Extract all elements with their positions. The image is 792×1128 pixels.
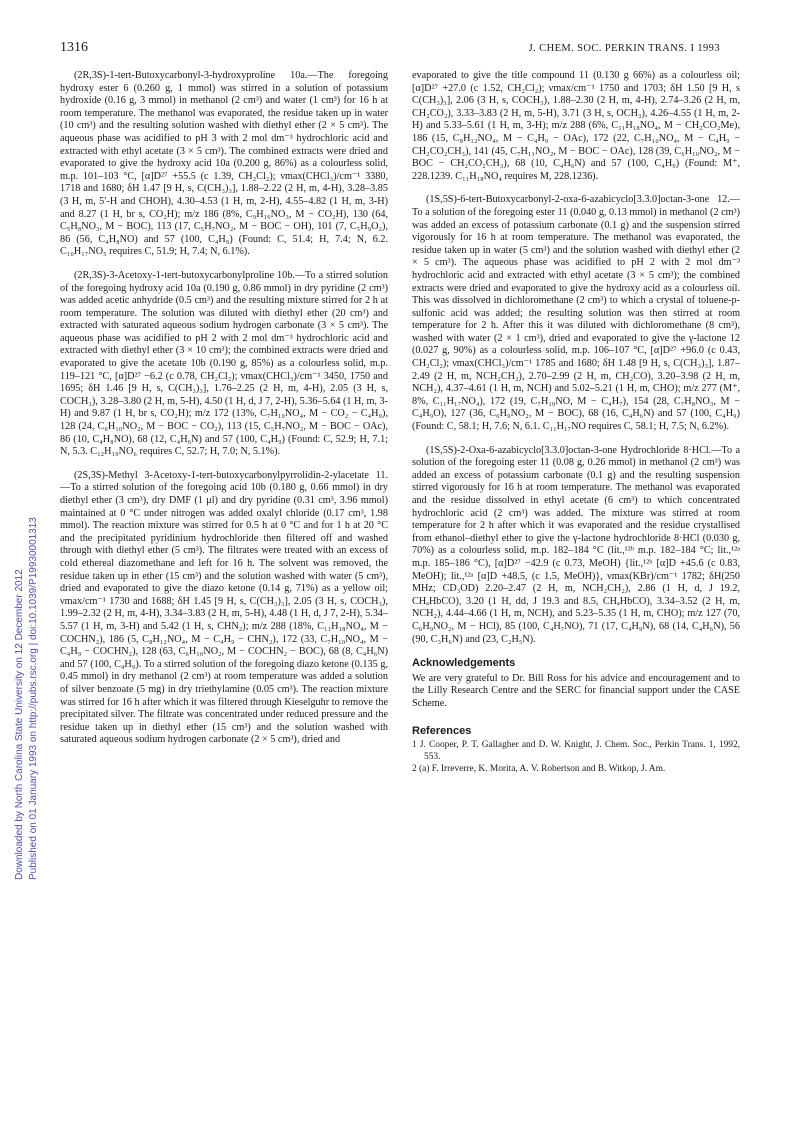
acknowledgements-text: We are very grateful to Dr. Bill Ross for his advice and encouragement and to the Lilly Research Centre and the SERC for financial support under the CASE Scheme. [412,672,740,709]
reference-item: 1 J. Cooper, P. T. Gallagher and D. W. Knight, J. Chem. Soc., Perkin Trans. 1, 1992, 553. [412,740,740,762]
download-notice [14,200,40,880]
left-column [60,70,388,758]
page-number: 1316 [60,40,88,55]
reference-list [412,740,740,776]
paragraph-methyl-acetate: (2S,3S)-Methyl 3-Acetoxy-1-tert-butoxycarbonylpyrrolidin-2-ylacetate 11.—To a stirred solution of the foregoing acid 10b (0.180 g, 0.66 mmol) in dry diethyl ether (3 cm³), dry DMF (1 μl) and dry pyridine (0.31 cm³, 3.96 mmol) maintained at 0 °C under nitrogen was added oxalyl chloride (0.17 cm³, 1.98 mmol). The reaction mixture was stirred for 0.5 h at 0 °C and for 1 h at 20 °C and the precipitated pyridinium hydrochloride then filtered off and washed through with diethyl ether (5 cm³). The filtrates were treated with an excess of cold ethereal diazomethane and left for 16 h. The solvent was removed, the residue taken up in ether (15 cm³) and the solution washed with water (5 cm³), dried and evaporated to give the diazo ketone (0.14 g, 71%) as a yellow oil; νmax/cm⁻¹ 1730 and 1688; δH 1.45 [9 H, s, C(CH₃)₃], 2.05 (3 H, s, COCH₃), 1.99–2.32 (2 H, m, 4-H), 3.34–3.83 (2 H, m, 5-H), 4.48 (1 H, d, J 7, 2-H), 5.34–5.57 (1 H, m, 3-H) and 5.42 (1 H, s, CHN₂); m/z 288 (18%, C₁₁H₁₈NO₄, M − COCHN₂), 186 (5, C₈H₁₂NO₄, M − C₄H₉ − CHN₂), 172 (33, C₇H₁₀NO₄, M − C₄H₉ − COCHN₂), 128 (63, C₆H₁₀NO₂, M − COCHN₂ − BOC), 68 (8, C₄H₆N) and 57 (100, C₄H₉). To a stirred solution of the foregoing diazo ketone (0.135 g, 0.45 mmol) in dry methanol (2 cm³) at room temperature was added a solution of silver benzoate (5 mg) in dry triethylamine (0.05 cm³). The reaction mixture was stirred for 16 h after which it was filtered through Kieselguhr to remove the precipitated silver. The filtrate was concentrated under reduced pressure and the residue taken up in diethyl ether (15 cm³) and the solution washed with saturated aqueous sodium hydrogen carbonate (2 × 5 cm³), dried and [60,469,388,746]
right-column [412,70,740,777]
reference-item: 2 (a) F. Irreverre, K. Morita, A. V. Robertson and B. Witkop, J. Am. [412,764,666,775]
paragraph-lactone: (1S,5S)-6-tert-Butoxycarbonyl-2-oxa-6-azabicyclo[3.3.0]octan-3-one 12.—To a solution of the foregoing ester 11 (0.040 g, 0.13 mmol) in methanol (2 cm³) was added an excess of potassium carbonate (0.1 g) and the suspension stirred vigorously for 16 h at room temperature. The methanol was evaporated, the residue taken up in water (5 cm³) and the solution washed with diethyl ether (2 × 5 cm³). The aqueous phase was acidified to pH 2 with 2 mol dm⁻³ hydrochloric acid and extracted with ethyl acetate (3 × 5 cm³); the combined extracts were dried and evaporated to give the hydroxy acid as a colourless oil. This was dissolved in dichloromethane (2 cm³) to which a crystal of toluene-p-sulfonic acid was added; the resulting solution was then stirred at room temperature for 2 h. After this it was diluted with dichloromethane (8 cm³), washed with water (2 × 1 cm³), dried and evaporated to give the γ-lactone 12 (0.027 g, 90%) as a colourless solid, m.p. 106–107 °C, [α]D²⁷ +96.0 (c 0.43, CH₂Cl₂); νmax(CHCl₃)/cm⁻¹ 1785 and 1680; δH 1.48 [9 H, s, C(CH₃)₃], 1.87–2.49 (2 H, m, NCH₂CH₂), 2.70–2.99 (2 H, m, CH₂CO), 3.20–3.98 (2 H, m, NCH₂), 4.37–4.61 (1 H, m, NCH) and 5.02–5.21 (1 H, m, CHO); m/z 277 (M⁺, 8%, C₁₁H₁₇NO₄), 172 (19, C₇H₁₀NO, M − C₄H₇), 154 (28, C₇H₈NO₃, M − C₄H₉O), 127 (36, C₆H₉NO₂, M − BOC), 68 (16, C₄H₆N) and 57 (100, C₄H₉) (Found: C, 58.1; H, 7.6; N, 6.1. C₁₁H₁₇NO requires C, 58.1; H, 7.5; N, 6.2%). [412,194,740,433]
references-heading: References [412,724,472,737]
paragraph-continuation: evaporated to give the title compound 11 (0.130 g 66%) as a colourless oil; [α]D²⁷ +27.0 (c 1.52, CH₂Cl₂); νmax/cm⁻¹ 1750 and 1703; δH 1.50 [9 H, s C(CH₃)₃], 2.06 (3 H, s, COCH₃), 1.88–2.30 (2 H, m, 4-H), 2.74–3.26 (2 H, m, CH₂CO₂), 3.33–3.83 (2 H, m, 5-H), 3.71 (3 H, s, OCH₃), 4.26–4.55 (1 H, m, 2-H) and 5.33–5.61 (1 H, m, 3-H); m/z 288 (6%, C₁₁H₁₈NO₄, M − CH₂CO₂Me), 186 (15, C₈H₁₂NO₄, M − C₄H₉ − OAc), 172 (22, C₇H₁₀NO₄, M − C₄H₉ − CH₂CO₂CH₃), 141 (45, C₇H₁₁NO₂, M − BOC − OAc), 128 (39, C₆H₁₀NO₂, M − BOC − CH₂CO₂CH₃), 68 (10, C₄H₆N) and 57 (100, C₄H₉) (Found: M⁺, 228.1239. C₁₁H₁₈NO₄ requires M, 228.1236). [412,70,740,182]
paragraph-hydroxyproline: (2R,3S)-1-tert-Butoxycarbonyl-3-hydroxyproline 10a.—The foregoing hydroxy ester 6 (0.260 g, 1 mmol) was stirred in a solution of potassium hydroxide (0.16 g, 3 mmol) in methanol (2 cm³) and water (1 cm³) for 16 h at room temperature. The methanol was evaporated, the residue taken up in water (10 cm³) and the resulting solution washed with diethyl ether (2 × 5 cm³). The aqueous phase was acidified to pH 3 with 2 mol dm⁻³ hydrochloric acid and extracted with ethyl acetate (3 × 5 cm³). The combined extracts were dried and evaporated to give the hydroxy acid 10a (0.200 g, 86%) as a colourless solid, m.p. 101–103 °C, [α]D²⁷ +55.5 (c 1.39, CH₂Cl₂); νmax(CHCl₃)/cm⁻¹ 3380, 1718 and 1680; δH 1.47 [9 H, s, C(CH₃)₃], 1.88–2.22 (2 H, m, 4-H), 3.28–3.85 (3 H, m, 5′-H and CHOH), 4.30–4.53 (1 H, m, 2-H), 4.55–4.82 (1 H, m, 3-H) and 8.27 (1 H, br s, CO₂H); m/z 186 (8%, C₉H₁₆NO₃, M − CO₂H), 130 (64, C₅H₈NO₃, M − BOC), 113 (17, C₅H₇NO₂, M − BOC − OH), 101 (7, C₅H₉O₂), 86 (56, C₄H₈NO) and 57 (100, C₄H₉) (Found: C, 51.4; H, 7.4; N, 6.2. C₁₀H₁₇NO₅ requires C, 51.9; H, 7.4; N, 6.1%). [60,70,388,258]
journal-title: J. CHEM. SOC. PERKIN TRANS. I 1993 [528,43,720,54]
paragraph-acetoxy-proline: (2R,3S)-3-Acetoxy-1-tert-butoxycarbonylproline 10b.—To a stirred solution of the foregoing hydroxy acid 10a (0.190 g, 0.86 mmol) in dry pyridine (2 cm³) was added acetic anhydride (0.5 cm³) and the resulting mixture stirred for 2 h at room temperature. The solution was diluted with diethyl ether (20 cm³) and extracted with saturated aqueous sodium hydrogen carbonate (3 × 5 cm³). The aqueous phase was acidified to pH 2 with 2 mol dm⁻³ hydrochloric acid and extracted with diethyl ether (3 × 10 cm³); the combined extracts were dried and evaporated to give the acetate 10b (0.190 g, 85%) as a colourless solid, m.p. 119–121 °C, [α]D²⁷ −6.2 (c 0.78, CH₂Cl₂); νmax(CHCl₃)/cm⁻¹ 3450, 1750 and 1695; δH 1.46 [9 H, s, C(CH₃)₃], 1.76–2.25 (2 H, m, 4-H), 2.05 (3 H, s, COCH₃), 3.28–3.80 (2 H, m, 5-H), 4.50 (1 H, d, J 7, 2-H), 5.36–5.64 (1 H, m, 3-H) and 9.87 (1 H, br s, CO₂H); m/z 172 (13%, C₇H₁₀NO₄, M − CO₂ − C₄H₉), 128 (24, C₆H₁₀NO₂, M − BOC − CO₂), 113 (15, C₅H₇NO₂, M − BOC − OAc), 86 (10, C₄H₈NO), 68 (12, C₄H₆N) and 57 (100, C₄H₉) (Found: C, 52.9; H, 7.1; N, 5.3. C₁₂H₁₉NO₆ requires C, 52.7; H, 7.0; N, 5.1%). [60,269,388,458]
doi-link[interactable]: Published on 01 January 1993 on http://pubs.rsc.org | doi:10.1039/P19930001313 [28,517,39,880]
page-header [60,40,720,60]
acknowledgements-heading: Acknowledgements [412,657,516,670]
download-notice-line: Downloaded by North Carolina State University on 12 December 2012 [14,569,25,880]
paragraph-lactone-hydrochloride: (1S,5S)-2-Oxa-6-azabicyclo[3.3.0]octan-3-one Hydrochloride 8·HCl.—To a solution of the foregoing ester 11 (0.08 g, 0.26 mmol) in methanol (2 cm³) was added an excess of potassium carbonate (0.1 g) and the resulting suspension stirred vigorously for 16 h at room temperature. The methanol was evaporated and the residue dissolved in ethyl acetate (6 cm³) to which concentrated hydrochloric acid (2 cm³) was added. The mixture was stirred at room temperature for 2 h after which it was evaporated and the residue crystallised from ethanol–diethyl ether to give the γ-lactone hydrochloride 8·HCl (0.030 g, 70%) as a colourless solid, m.p. 182–184 °C (lit.,¹²ᵇ m.p. 182–184 °C; lit.,¹²ᵃ m.p. 185–186 °C), [α]D²⁷ −42.9 (c 0.73, MeOH) {lit.,¹²ᵇ [α]D +45.6 (c 0.83, MeOH); lit.,¹²ᵃ [α]D +48.5, (c 1.5, MeOH)}, νmax(KBr)/cm⁻¹ 1782; δH(250 MHz; CD₃OD) 2.20–2.47 (2 H, m, NCH₂CH₂), 2.86 (1 H, d, J 19.2, CHₐHbCO), 3.20 (1 H, dd, J 19.3 and 8.5, CHₐHbCO), 3.34–3.52 (2 H, m, NCH₂), 4.44–4.66 (1 H, m, NCH), and 5.23–5.35 (1 H, m, CHO); m/z 127 (70, C₆H₉NO₂, M − HCl), 85 (100, C₄H₇NO), 71 (17, C₄H₉N), 68 (14, C₄H₆N), 56 (90, C₃H₆N) and (23, C₂H₅N). [412,444,740,645]
